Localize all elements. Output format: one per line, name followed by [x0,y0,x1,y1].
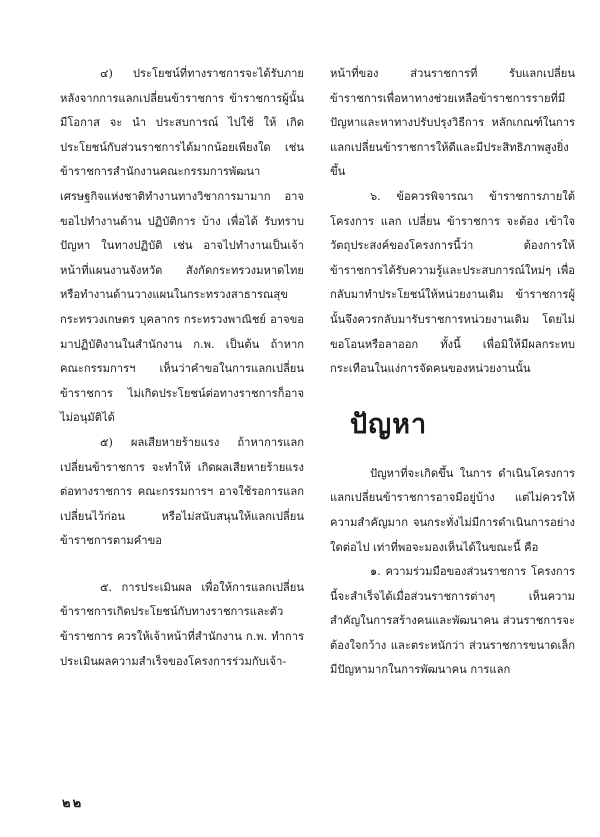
paragraph-evaluation: ๕. การประเมินผล เพื่อให้การแลกเปลี่ยนข้าราชการเกิดประโยชน์กับทางราชการและตัวข้าราชการ ควรให้เจ้าหน้าที่สำนักงาน ก.พ. ทำการประเมินผลความสำเร็จของโครงการร่วมกับเจ้า- [60,580,304,668]
left-column [60,62,304,674]
paragraph-considerations: ๖. ข้อควรพิจารณา ข้าราชการภายใต้โครงการ แลก เปลี่ยน ข้าราชการ จะต้อง เข้าใจวัตถุประสงค์ของโครงการนี้ว่า ต้องการให้ข้าราชการได้รับความรู้และประสบการณ์ใหม่ๆ เพื่อกลับมาทำประโยชน์ให้หน่วยงานเดิม ข้าราชการผู้นั้นจึงควรกลับมารับราชการหน่วยงานเดิม โดยไม่ขอโอนหรือลาออก ทั้งนี้ เพื่อมิให้มีผลกระทบกระเทือนในแง่การจัดคนของหน่วยงานนั้น [330,189,575,376]
section-heading-problems: ปัญหา [350,408,428,440]
page-number: ๒๒ [62,796,84,811]
paragraph-duty-continuation: หน้าที่ของ ส่วนราชการที่ รับแลกเปลี่ยน ข้าราชการเพื่อหาทางช่วยเหลือข้าราชการรายที่มีปัญหาและหาทางปรับปรุงวิธีการ หลักเกณฑ์ในการแลกเปลี่ยนข้าราชการให้ดีและมีประสิทธิภาพสูงยิ่งขึ้น [330,67,575,179]
paragraph-problems-intro: ปัญหาที่จะเกิดขึ้น ในการ ดำเนินโครงการแลกเปลี่ยนข้าราชการอาจมีอยู่บ้าง แต่ไม่ควรให้ความสำคัญมาก จนกระทั่งไม่มีการดำเนินการอย่างใดต่อไป เท่าที่พอจะมองเห็นได้ในขณะนี้ คือ [330,466,575,554]
right-column [330,62,575,683]
paragraph-cooperation: ๑. ความร่วมมือของส่วนราชการ โครงการนี้จะสำเร็จได้เมื่อส่วนราชการต่างๆ เห็นความสำคัญในการสร้างคนและพัฒนาคน ส่วนราชการจะต้องใจกว้าง และตระหนักว่า ส่วนราชการขนาดเล็ก มีปัญหามากในการพัฒนาคน การแลก [330,565,575,677]
paragraph-benefit: ๔) ประโยชน์ที่ทางราชการจะได้รับภายหลังจากการแลกเปลี่ยนข้าราชการ ข้าราชการผู้นั้น มีโอกาส จะ นำ ประสบการณ์ ไปใช้ ให้ เกิดประโยชน์กับส่วนราชการได้มากน้อยเพียงใด เช่น ข้าราชการสำนักงานคณะกรรมการพัฒนาเศรษฐกิจแห่งชาติทำงานทางวิชาการมามาก อาจขอไปทำงานด้าน ปฏิบัติการ บ้าง เพื่อได้ รับทราบ ปัญหา ในทางปฏิบัติ เช่น อาจไปทำงานเป็นเจ้าหน้าที่แผนงานจังหวัด สังกัดกระทรวงมหาดไทย หรือทำงานด้านวางแผนในกระทรวงสาธารณสุข กระทรวงเกษตร บุคลากร กระทรวงพาณิชย์ อาจขอมาปฏิบัติงานในสำนักงาน ก.พ. เป็นต้น ถ้าหากคณะกรรมการฯ เห็นว่าคำขอในการแลกเปลี่ยนข้าราชการ ไม่เกิดประโยชน์ต่อทางราชการก็อาจไม่อนุมัติได้ [60,67,304,425]
paragraph-serious-damage: ๕) ผลเสียหายร้ายแรง ถ้าหาการแลก เปลี่ยนข้าราชการ จะทำให้ เกิดผลเสียหายร้ายแรงต่อทางราชการ คณะกรรมการฯ อาจใช้รอการแลกเปลี่ยนไว้ก่อน หรือไม่สนับสนุนให้แลกเปลี่ยนข้าราชการตามคำขอ [60,435,304,548]
